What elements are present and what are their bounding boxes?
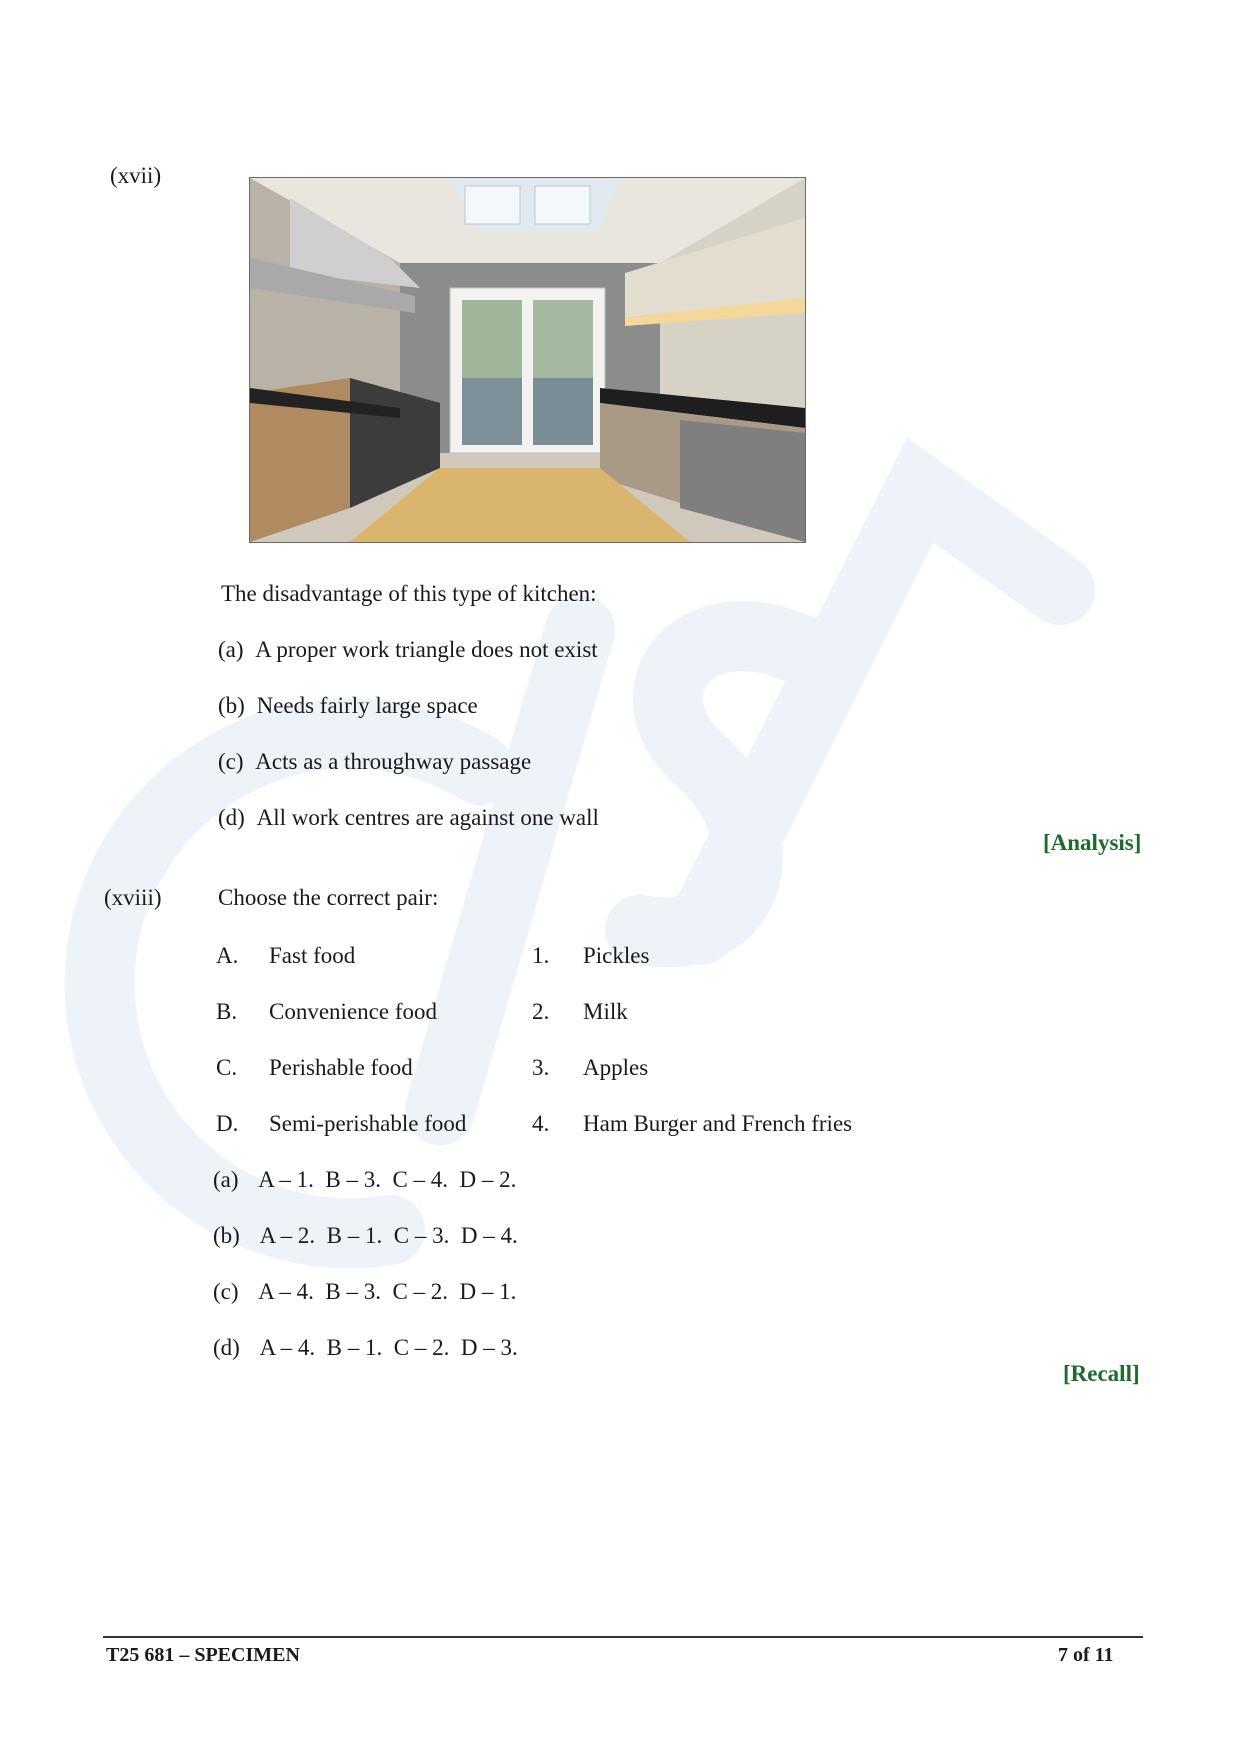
question-number: (xvii): [110, 163, 162, 188]
question-number: (xviii): [104, 885, 162, 910]
pair-letter: B.: [216, 999, 238, 1024]
footer-rule: [103, 1636, 1143, 1638]
option-c: [218, 748, 531, 776]
option-a: [218, 636, 598, 664]
page-number: 7 of 11: [1058, 1644, 1114, 1666]
pair-item: Perishable food: [269, 1055, 413, 1080]
option-label: (b): [218, 693, 245, 718]
question-stem: Choose the correct pair:: [218, 885, 439, 910]
option-d: [218, 804, 599, 832]
pair-match: Apples: [583, 1055, 649, 1080]
option-text: Needs fairly large space: [256, 693, 478, 718]
option-label: (d): [218, 805, 245, 830]
option-a: [213, 1166, 516, 1194]
question-stem: The disadvantage of this type of kitchen:: [221, 581, 597, 606]
pair-item: Semi-perishable food: [269, 1111, 467, 1136]
option-label: (d): [213, 1335, 240, 1360]
option-text: A – 4. B – 3. C – 2. D – 1.: [258, 1279, 517, 1304]
option-text: A – 1. B – 3. C – 4. D – 2.: [258, 1167, 517, 1192]
option-text: A – 4. B – 1. C – 2. D – 3.: [259, 1335, 518, 1360]
option-label: (c): [218, 749, 244, 774]
pair-match: Pickles: [583, 943, 650, 968]
option-d: [213, 1334, 518, 1362]
option-label: (b): [213, 1223, 240, 1248]
pair-match: Milk: [583, 999, 628, 1024]
pair-letter: D.: [216, 1111, 239, 1136]
pair-number: 3.: [532, 1055, 550, 1080]
option-label: (a): [218, 637, 244, 662]
option-text: Acts as a throughway passage: [255, 749, 532, 774]
option-text: A proper work triangle does not exist: [255, 637, 598, 662]
option-text: All work centres are against one wall: [256, 805, 599, 830]
option-label: (c): [213, 1279, 239, 1304]
option-label: (a): [213, 1167, 239, 1192]
pair-number: 2.: [532, 999, 550, 1024]
pair-item: Convenience food: [269, 999, 437, 1024]
recall-tag: [Recall]: [1063, 1361, 1140, 1386]
pair-match: Ham Burger and French fries: [583, 1111, 853, 1136]
pair-number: 4.: [532, 1111, 550, 1136]
option-text: A – 2. B – 1. C – 3. D – 4.: [259, 1223, 518, 1248]
analysis-tag: [Analysis]: [1043, 830, 1142, 855]
option-c: [213, 1278, 516, 1306]
pair-number: 1.: [532, 943, 550, 968]
option-b: [218, 692, 478, 720]
pair-letter: C.: [216, 1055, 238, 1080]
pair-letter: A.: [216, 943, 239, 968]
footer-code: T25 681 – SPECIMEN: [106, 1644, 300, 1666]
pair-item: Fast food: [269, 943, 356, 968]
option-b: [213, 1222, 518, 1250]
kitchen-photo: [249, 177, 806, 543]
